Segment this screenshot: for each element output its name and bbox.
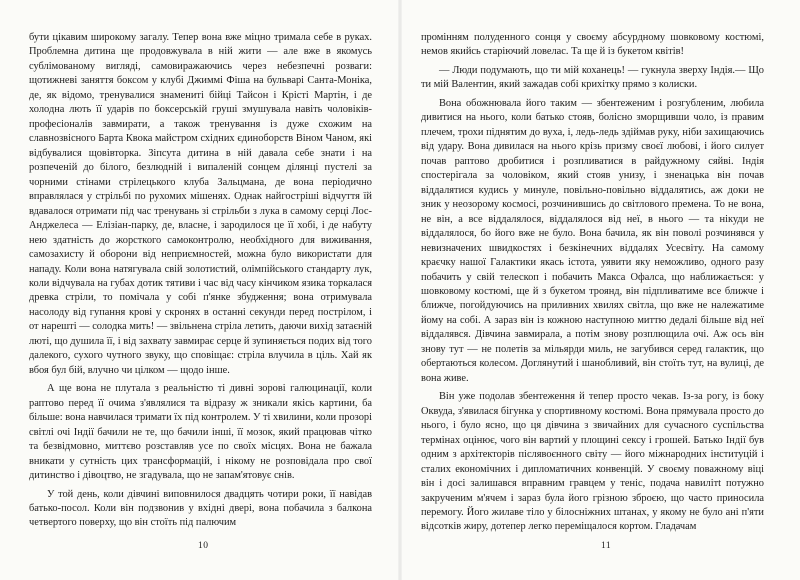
paragraph: Він уже подолав збентеження й тепер просто чекав. Із-за рогу, із боку Оквуда, з'явилася бігунка у спортивному костюмі. Вона прямувала просто до нього, і було ясно, що ця дівчина з звичайних для сучасного суспільства термінах оцінює, чого він вартий у площині сексу і грошей. Батько Індії був одним з архітекторів післявоєнного світу — його міжнародних інституцій і сталих економічних і дипломатичних конвенцій. У своєму поважному віці він і досі залишався вправним гравцем у теніс, подача навилітt потужно закрученим м'ячем і зараз була його грізною зброєю, що часто приносила перемогу. Його жилаве тіло у білосніжних штанах, у якому не було ані п'яти відсотків жиру, дотепер легко переміщалося кортом. Гладачам <box>421 391 764 533</box>
paragraph: У той день, коли дівчині виповнилося двадцять чотири роки, її навідав батько-посол. Коли він подзвонив у вхідні двері, вона побачила з балкона четвертого поверху, що він стоїть під палючим <box>29 488 372 529</box>
paragraph: А ще вона не плутала з реальністю ті дивні зорові галюцинації, коли раптово перед її очима з'являлися та відразу ж зникали якісь картини, ба більше: вона навчилася тримати їх під контролем. У ті хвилини, коли прозорі світлі очі Індії бачили не те, що бачили інші, її мозок, який працював чітко та безвідмовно, миттєво розставляв усе по своїх місцях. Вона не бажала вникати у сутність цих трансформацій, і нікому не розповідала про свої дитинство і дівоцтво, не згадувала, що не запам'ятовує снів. <box>29 383 372 482</box>
right-page <box>400 0 800 580</box>
paragraph: промінням полуденного сонця у своєму абсурдному шовковому костюмі, немов якийсь старіючий ловелас. Та ще й із букетом квітів! <box>421 32 764 58</box>
paragraph: Вона обожнювала його таким — збентеженим і розгубленим, любила дивитися на нього, коли батько стояв, болісно зморщивши чоло, із правим плечем, трохи піднятим до вуха, і, ледь-ледь здіймав руку, ніби захищаючись від удару. Вона дивилася на нього крізь призму своєї любові, і його силует почав раптово дробитися і розпливатися в райдужному сяйві. Індія спостерігала за чоловіком, який стояв унизу, і зненацька він почав віддалятися кудись у минуле, повільно-повільно віддалятись, аж доки не зник у неозорому космосі, розчинившись до світлового премена. То не вона, не він, а все віддалялося, віддалялося від неї, в нього — та нікуди не віддалялося, бо його вже не було. Вона бачила, як він поволі розчинявся у невизначених швидкостях і безкінечних віддалях Усесвіту. На самому краєчку нашої Галактики якась істота, уявити яку неможливо, одного разу побачить у свій телескоп і побачить Макса Офалса, що наближається: у шовковому костюмі, ще й з букетом троянд, він підпливатиме все ближче і ближче, погойдуючись на приливних хвилях світла, що вже не належатиме йому на собі. А зараз він із кожною наступною миттю дедалі більше від неї віддалявся. Дівчина завмирала, а потім знову розплющила очі. Аж ось він знову тут — не полетів за мільярди миль, не загубився серед галактик, що обертаються колесом. Доглянутий і шанобливий, він стоїть тут, на вулиці, де вона живе. <box>421 97 764 384</box>
paragraph: бути цікавим широкому загалу. Тепер вона вже міцно тримала себе в руках. Проблемна дитина ще продовжувала в ній жити — але вже в якомусь сублімованому вигляді, самовиражаючись через небезпечні розваги: щотижневі заняття боксом у клубі Джиммі Фіша на бульварі Санта-Моніка, де, як відомо, тренувалися знамениті бійці Тайсон і Крісті Мартін, і де холодна лють її ударів по боксерській груші змушувала навіть чоловіків-професіоналів завмирати, а також тренування із дуже схожим на славнозвісного Барта Квока майстром східних єдиноборств Віном Чаном, які відбувалися щовівторка. Зіпсута дитина в ній давала себе знати і на розпеченій до білого, безлюдній і випаленій сонцем ділянці пустелі за чорними стінами стрілецького клуба Зальцмана, де вона періодично вправлялася у стрільбі по рухомих мішенях. Однак найгострішi відчуття їй вдавалося отримати під час тренувань зі стрільби з лука в самому серці Лос-Анджелеса — Елізіан-парку, де, власне, і зародилося це її хобі, і де набуту нею здатність до жорсткого самоконтролю, необхідного для виживання, самозахисту й оборони від неприємностей, можна було використати для нападу. Коли вона натягувала свій золотистий, олімпійського стандарту лук, коли відчувала на губах дотик тятиви і час від часу кінчиком язика торкалася древка стріли, то помічала у собі п'янке збудження; вона отримувала насолоду від гупання крові у скронях в останні секунди перед пострілом, і от нарешті — солодка мить! — звільнена стріла летить, даючи вихід затаєній люті, що душила її, і від захвату завмирає серце й зупиняється подих від того далекого, сухого чутного звуку, що сповіщає: стріла влучила в ціль. Хай як вбоя бул бій, влучно чи цілком — щодо інше. <box>29 32 372 376</box>
page-number: 11 <box>601 541 612 551</box>
right-page-text <box>421 31 764 535</box>
left-page-text <box>29 31 372 531</box>
page-number: 10 <box>198 541 209 551</box>
paragraph: — Люди подумають, що ти мій коханець! — гукнула зверху Індія.— Що ти мій Валентин, який зажадав собі крихітку прямо з колиски. <box>421 64 764 91</box>
